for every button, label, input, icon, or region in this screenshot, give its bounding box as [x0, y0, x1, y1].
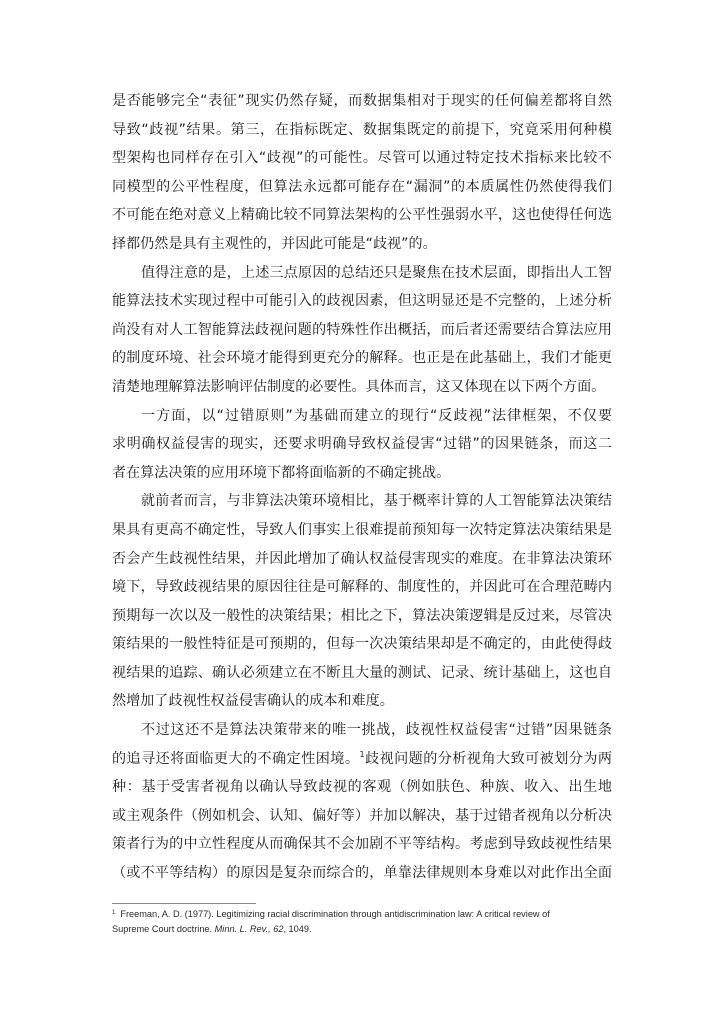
body-line: 求明确权益侵害的现实，还要求明确导致权益侵害“过错”的因果链条，而这二	[112, 436, 612, 453]
line-segment: 歧视问题的分析视角大致可被划分为两	[364, 750, 612, 767]
paragraph	[112, 259, 612, 402]
body-line: 视结果的追踪、确认必须建立在不断且大量的测试、记录、统计基础上，这也自	[112, 664, 612, 681]
footnote-marker: 1	[112, 910, 116, 916]
body-line: 不过这还不是算法决策带来的唯一挑战，歧视性权益侵害“过错”因果链条	[141, 722, 612, 739]
footnote	[112, 907, 632, 937]
footnote-journal: Minn. L. Rev., 62	[214, 924, 284, 934]
body-line: 值得注意的是，上述三点原因的总结还只是聚焦在技术层面，即指出人工智	[141, 264, 612, 281]
body-line: 者在算法决策的应用环境下都将面临新的不确定挑战。	[112, 464, 451, 481]
body-line: 果具有更高不确定性，导致人们事实上很难提前预知每一次特定算法决策结果是	[112, 521, 612, 538]
footnote-line	[112, 922, 632, 937]
body-line: 的制度环境、社会环境才能得到更充分的解释。也正是在此基础上，我们才能更	[112, 350, 612, 367]
body-line: 策结果的一般性特征是可预期的，但每一次决策结果却是不确定的，由此使得歧	[112, 636, 612, 653]
body-line: 不可能在绝对意义上精确比较不同算法架构的公平性强弱水平，这也使得任何选	[112, 207, 612, 224]
body-line: 否会产生歧视性结果，并因此增加了确认权益侵害现实的难度。在非算法决策环	[112, 550, 612, 567]
body-line: （或不平等结构）的原因是复杂而综合的，单靠法律规则本身难以对此作出全面	[112, 865, 612, 882]
line-segment: 的追寻还将面临更大的不确定性困境。	[112, 750, 360, 767]
footnote-text: , 1049.	[283, 924, 312, 934]
paragraph	[112, 716, 612, 888]
body-text	[112, 87, 612, 888]
body-line: 尚没有对人工智能算法歧视问题的特殊性作出概括，而后者还需要结合算法应用	[112, 321, 612, 338]
paragraph	[112, 402, 612, 488]
body-line: 策者行为的中立性程度从而确保其不会加剧不平等结构。考虑到导致歧视性结果	[112, 836, 612, 853]
body-line: 型架构也同样存在引入“歧视”的可能性。尽管可以通过特定技术指标来比较不	[112, 150, 612, 167]
body-line: 是否能够完全“表征”现实仍然存疑，而数据集相对于现实的任何偏差都将自然	[112, 93, 612, 109]
body-line: 一方面，以“过错原则”为基础而建立的现行“反歧视”法律框架，不仅要	[141, 407, 612, 424]
body-line: 种：基于受害者视角以确认导致歧视的客观（例如肤色、种族、收入、出生地	[112, 779, 612, 796]
paragraph	[112, 487, 612, 716]
body-line: 能算法技术实现过程中可能引入的歧视因素，但这明显还是不完整的，上述分析	[112, 293, 612, 310]
body-line: 预期每一次以及一般性的决策结果；相比之下，算法决策逻辑是反过来，尽管决	[112, 607, 612, 624]
body-line: 或主观条件（例如机会、认知、偏好等）并加以解决，基于过错者视角以分析决	[112, 807, 612, 824]
body-line: 同模型的公平性程度，但算法永远都可能存在“漏洞”的本质属性仍然使得我们	[112, 178, 612, 195]
paragraph	[112, 87, 612, 259]
body-line: 就前者而言，与非算法决策环境相比，基于概率计算的人工智能算法决策结	[141, 493, 612, 510]
body-line: 择都仍然是具有主观性的，并因此可能是“歧视”的。	[112, 235, 437, 252]
footnote-text: Supreme Court doctrine.	[112, 924, 215, 934]
footnote-text: Freeman, A. D. (1977). Legitimizing racial discrimination through antidiscrimination law: A critical review of	[120, 909, 550, 919]
body-line: 清楚地理解算法影响评估制度的必要性。具体而言，这又体现在以下两个方面。	[112, 378, 606, 395]
body-line: 然增加了歧视性权益侵害确认的成本和难度。	[112, 693, 394, 710]
footnote-line	[112, 907, 632, 922]
body-line	[112, 745, 612, 774]
body-line: 导致“歧视”结果。第三，在指标既定、数据集既定的前提下，究竟采用何种模	[112, 121, 612, 138]
body-line: 境下，导致歧视结果的原因往往是可解释的、制度性的，并因此可在合理范畴内	[112, 579, 612, 596]
footnote-reference[interactable]: 1	[359, 749, 365, 759]
footnote-separator	[112, 903, 256, 904]
